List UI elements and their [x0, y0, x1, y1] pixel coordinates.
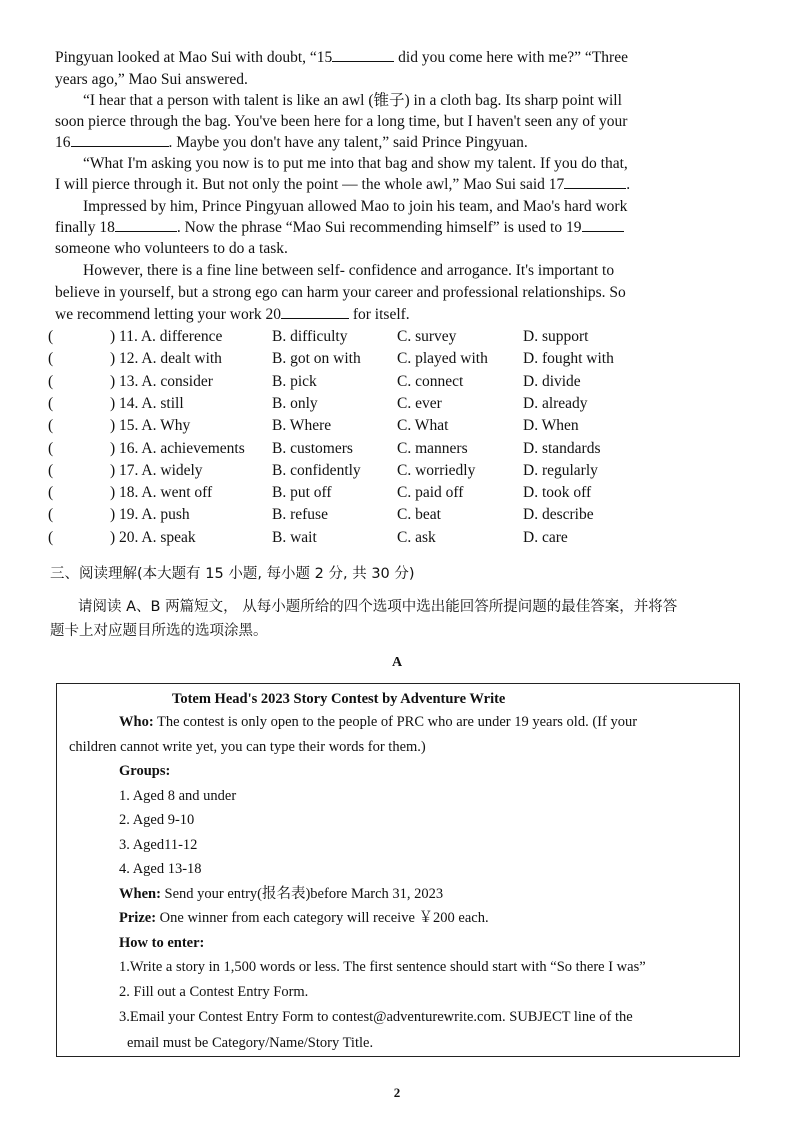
passage-line-2: years ago,” Mao Sui answered. — [55, 71, 248, 88]
passage-line-1 — [55, 47, 734, 68]
option-b: B. wait — [272, 528, 317, 546]
step-3: 3.Email your Contest Entry Form to contest@adventurewrite.com. SUBJECT line of the — [119, 1009, 633, 1025]
option-c: C. survey — [397, 328, 457, 345]
option-c: C. What — [397, 417, 449, 435]
answer-blank-20 — [281, 304, 349, 319]
option-c: C. beat — [397, 506, 441, 524]
notice-who-cont: children cannot write yet, you can type their words for them.) — [69, 739, 426, 755]
option-d: D. describe — [523, 506, 594, 524]
who-label: Who: — [119, 714, 154, 730]
passage-text: 16 — [55, 134, 71, 151]
option-b: B. refuse — [272, 506, 328, 524]
question-number-option-a: ) 14. A. still — [110, 394, 184, 412]
question-number-option-a: ) 13. A. consider — [110, 372, 213, 390]
answer-blank-15 — [332, 47, 394, 62]
when-text: Send your entry(报名表)before March 31, 2023 — [160, 886, 444, 902]
answer-paren: ( — [48, 528, 54, 546]
answer-blank-19 — [582, 217, 624, 232]
passage-text: I will pierce through it. But not only the point — the whole awl,” Mao Sui said 17 — [55, 176, 565, 193]
prize-label: Prize: — [119, 910, 157, 926]
option-c: C. paid off — [397, 484, 464, 502]
question-number-option-a: ) 15. A. Why — [110, 417, 191, 435]
section-heading: 三、阅读理解(本大题有 15 小题, 每小题 2 分, 共 30 分) — [50, 566, 415, 582]
question-number-option-a: ) 18. A. went off — [110, 484, 213, 502]
group-item: 3. Aged11-12 — [119, 837, 198, 853]
passage-text: we recommend letting your work 20 — [55, 306, 281, 323]
passage-text: . Now the phrase “Mao Sui recommending himself” is used to 19 — [176, 219, 582, 236]
passage-line-8: Impressed by him, Prince Pingyuan allowed Mao to join his team, and Mao's hard work — [83, 198, 628, 215]
passage-line-10: someone who volunteers to do a task. — [55, 240, 288, 257]
group-item: 1. Aged 8 and under — [119, 788, 237, 804]
option-d: D. standards — [523, 439, 601, 457]
option-c: C. connect — [397, 372, 464, 390]
question-number-option-a: ) 17. A. widely — [110, 461, 203, 479]
contest-notice-box — [56, 683, 740, 1057]
passage-line-4: soon pierce through the bag. You've been here for a long time, but I haven't seen any of your — [55, 113, 628, 130]
answer-paren: ( — [48, 461, 54, 479]
group-item: 2. Aged 9-10 — [119, 812, 195, 828]
option-b: B. customers — [272, 439, 353, 457]
answer-paren: ( — [48, 394, 54, 412]
option-b: B. Where — [272, 417, 332, 435]
passage-text: . — [626, 176, 631, 193]
notice-title: Totem Head's 2023 Story Contest by Adventure Write — [172, 691, 506, 707]
passage-text: finally 18 — [55, 219, 115, 236]
question-number-option-a: ) 11. A. difference — [110, 328, 223, 345]
passage-line-6: “What I'm asking you now is to put me into that bag and show my talent. If you do that, — [83, 155, 628, 172]
groups-label: Groups: — [119, 763, 171, 779]
option-c: C. ask — [397, 528, 436, 546]
passage-line-7 — [55, 174, 734, 195]
option-b: B. got on with — [272, 350, 361, 368]
passage-text: . Maybe you don't have any talent,” said Prince Pingyuan. — [168, 134, 528, 151]
step-2: 2. Fill out a Contest Entry Form. — [119, 984, 309, 1000]
question-number-option-a: ) 19. A. push — [110, 506, 190, 524]
option-b: B. put off — [272, 484, 332, 502]
when-label: When: — [119, 886, 161, 902]
option-c: C. manners — [397, 439, 468, 457]
passage-line-12: believe in yourself, but a strong ego can harm your career and professional relationships. So — [55, 284, 626, 301]
question-number-option-a: ) 12. A. dealt with — [110, 350, 222, 368]
option-c: C. played with — [397, 350, 488, 368]
step-1: 1.Write a story in 1,500 words or less. The first sentence should start with “So there I was” — [119, 959, 646, 975]
option-d: D. care — [523, 528, 568, 546]
option-d: D. support — [523, 328, 589, 345]
answer-paren: ( — [48, 328, 54, 345]
answer-paren: ( — [48, 484, 54, 502]
option-b: B. only — [272, 394, 318, 412]
passage-line-13 — [55, 304, 734, 325]
step-3-cont: email must be Category/Name/Story Title. — [127, 1035, 374, 1051]
passage-line-3: “I hear that a person with talent is like an awl (锥子) in a cloth bag. Its sharp point will — [83, 92, 622, 109]
option-b: B. confidently — [272, 461, 361, 479]
answer-paren: ( — [48, 350, 54, 368]
answer-paren: ( — [48, 439, 54, 457]
instruction-line-2: 题卡上对应题目所选的选项涂黑。 — [50, 623, 268, 639]
option-b: B. pick — [272, 372, 317, 390]
option-d: D. When — [523, 417, 579, 435]
passage-text: for itself. — [348, 306, 410, 323]
passage-line-9 — [55, 217, 734, 238]
answer-blank-18 — [115, 217, 177, 232]
answer-blank-17 — [564, 174, 626, 189]
passage-text: Pingyuan looked at Mao Sui with doubt, “15 — [55, 49, 333, 66]
passage-text: did you come here with me?” “Three — [394, 49, 628, 66]
prize-text: One winner from each category will receive ￥200 each. — [156, 910, 489, 926]
how-to-enter-label: How to enter: — [119, 935, 205, 951]
instruction-line-1: 请阅读 A、B 两篇短文， 从每小题所给的四个选项中选出能回答所提问题的最佳答案，并将答 — [78, 599, 678, 615]
passage-label: A — [391, 655, 403, 670]
option-d: D. divide — [523, 372, 581, 390]
answer-paren: ( — [48, 417, 54, 435]
option-d: D. already — [523, 394, 588, 412]
notice-prize — [119, 908, 489, 928]
option-b: B. difficulty — [272, 328, 348, 345]
question-number-option-a: ) 20. A. speak — [110, 528, 196, 546]
who-text: The contest is only open to the people of PRC who are under 19 years old. (If your — [153, 714, 638, 730]
passage-line-11: However, there is a fine line between self- confidence and arrogance. It's important to — [83, 262, 615, 279]
notice-when — [119, 884, 443, 904]
option-d: D. fought with — [523, 350, 614, 368]
notice-who — [119, 712, 637, 732]
option-c: C. worriedly — [397, 461, 476, 479]
answer-paren: ( — [48, 372, 54, 390]
passage-line-5 — [55, 132, 734, 153]
page-number: 2 — [393, 1085, 401, 1100]
group-item: 4. Aged 13-18 — [119, 861, 202, 877]
answer-blank-16 — [71, 132, 169, 147]
answer-paren: ( — [48, 506, 54, 524]
option-d: D. regularly — [523, 461, 598, 479]
option-d: D. took off — [523, 484, 592, 502]
question-number-option-a: ) 16. A. achievements — [110, 439, 245, 457]
option-c: C. ever — [397, 394, 442, 412]
